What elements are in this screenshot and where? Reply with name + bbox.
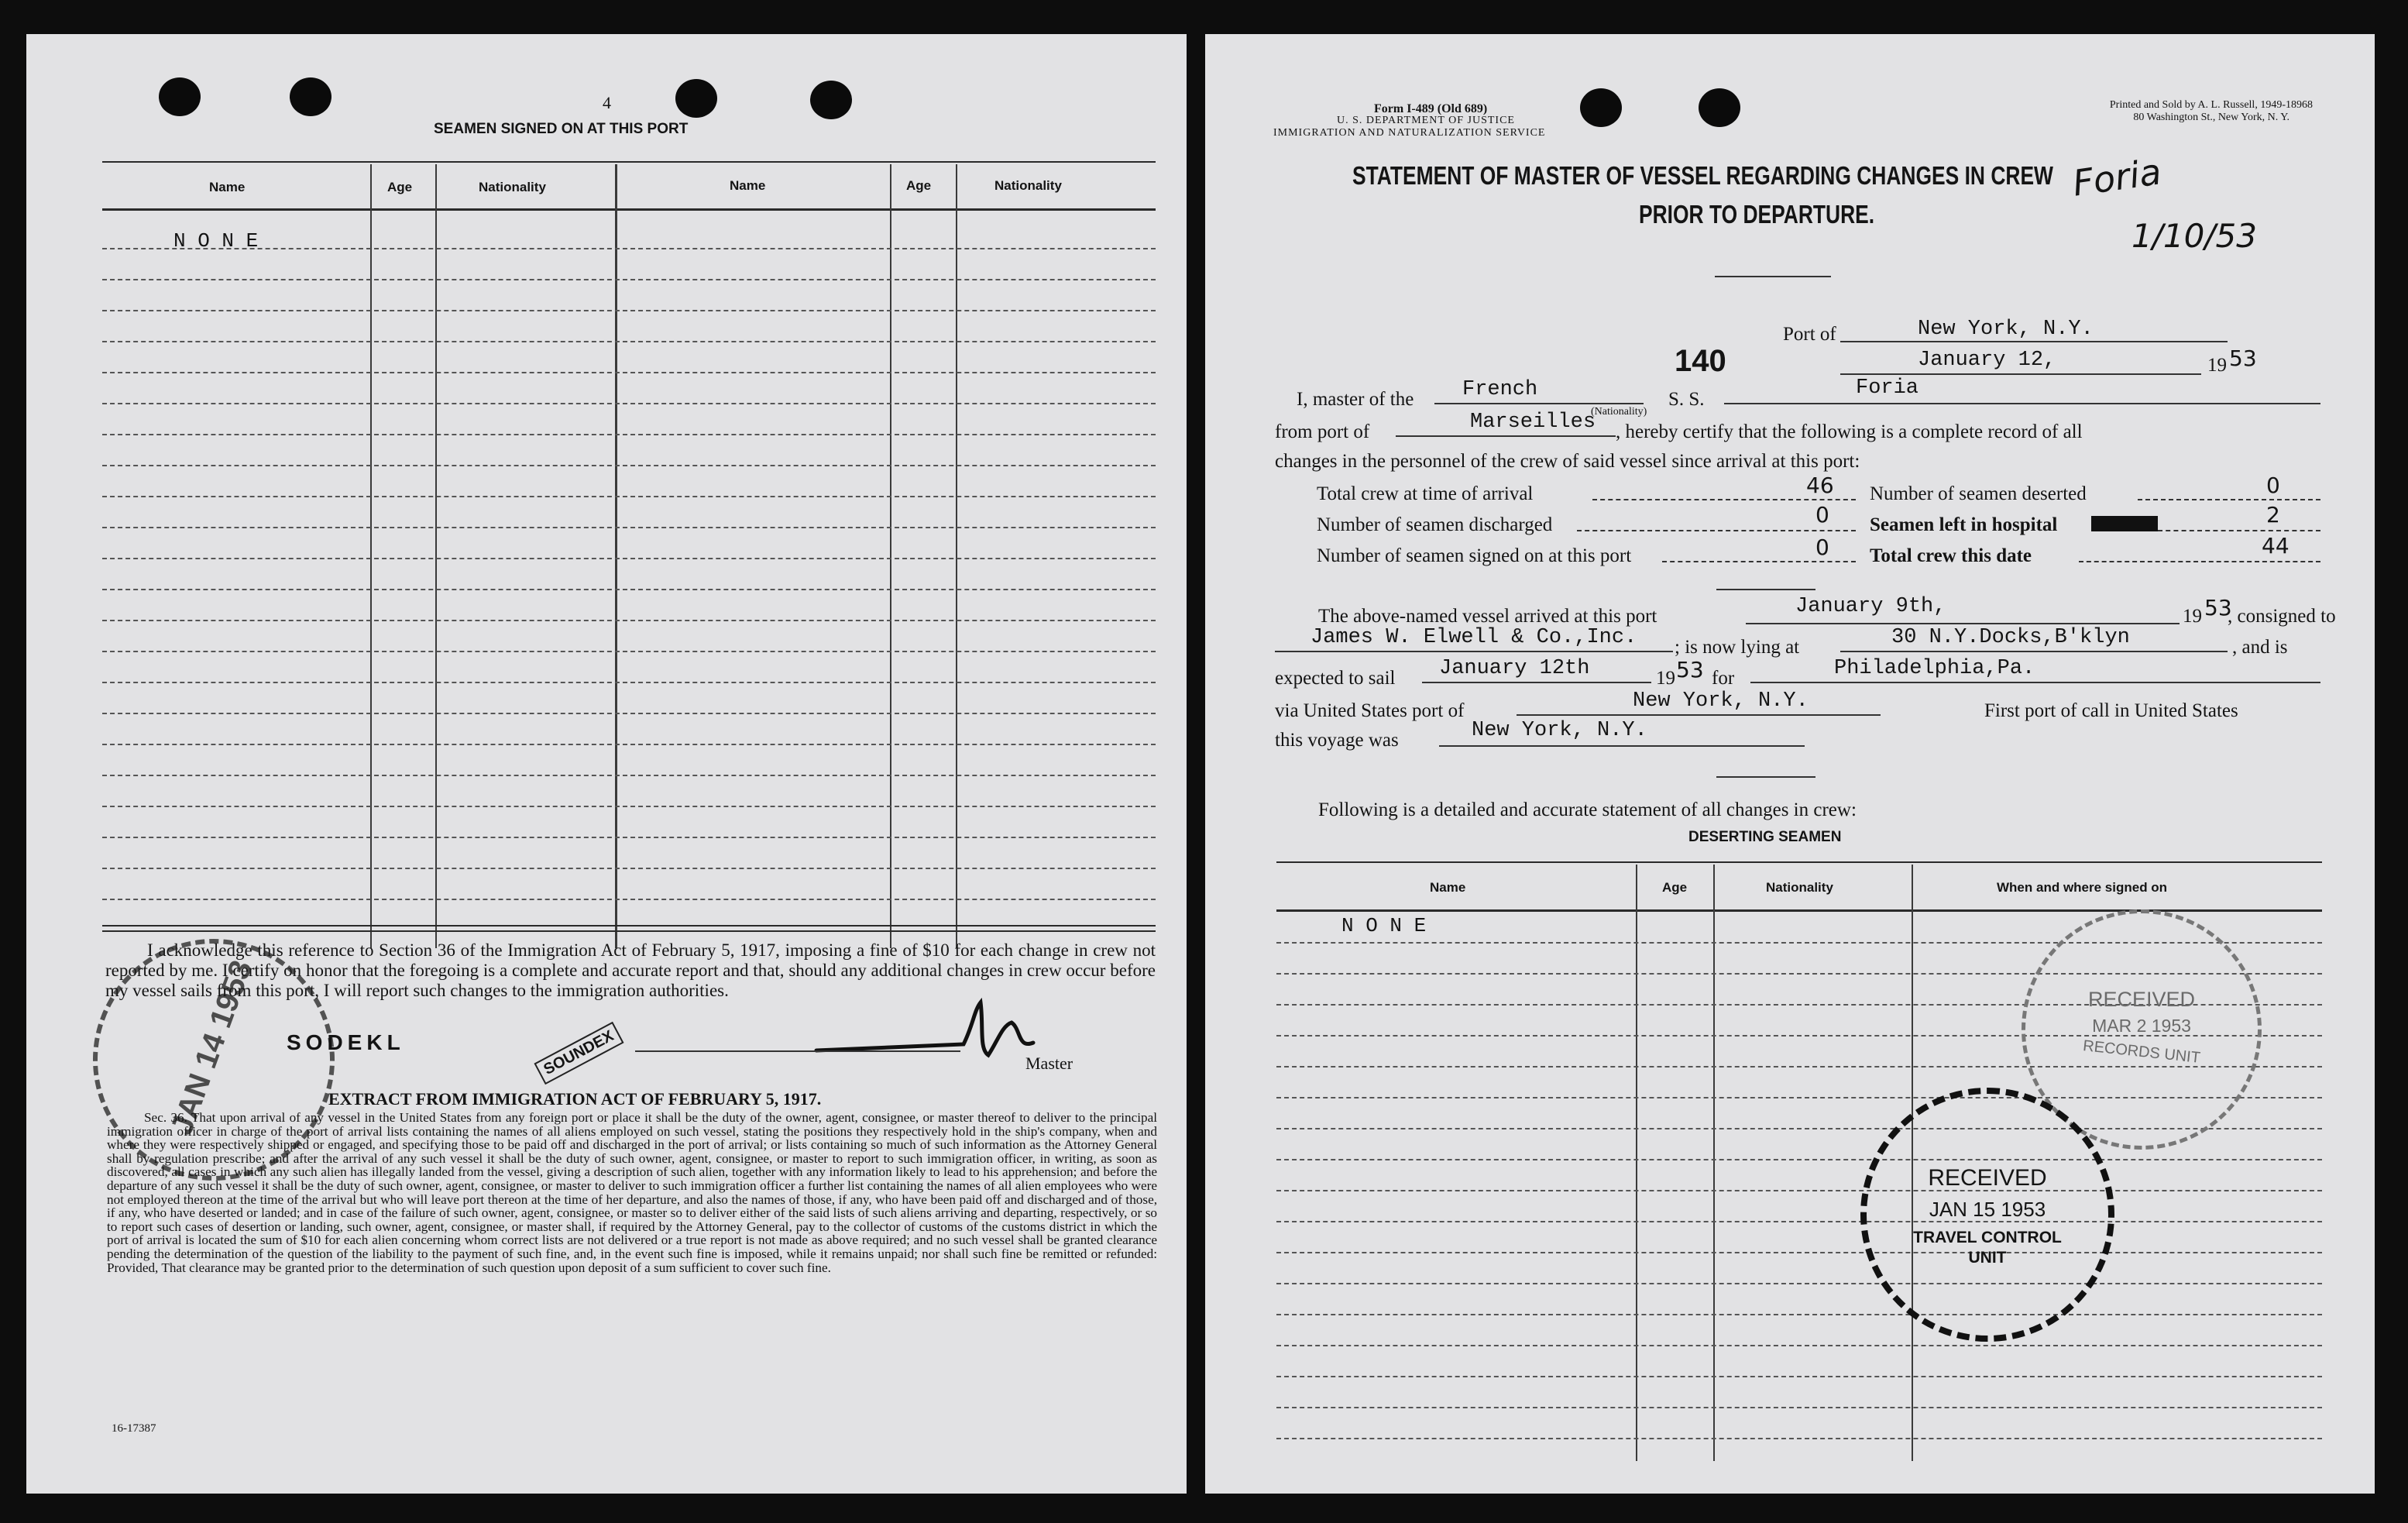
stat-label: Seamen left in hospital — [1870, 514, 2058, 535]
column-header: Age — [1662, 880, 1688, 895]
expected-label: expected to sail — [1275, 668, 1396, 689]
date-stamp: JAN 14 1953 — [59, 905, 369, 1215]
right-page — [1205, 34, 2375, 1494]
year-value: 53 — [2229, 346, 2257, 371]
printer-line-2: 80 Washington St., New York, N. Y. — [2133, 112, 2289, 123]
extract-text: Sec. 36. That upon arrival of any vessel in the United States from any foreign port or place it shall be the duty of the owner, agent, consignee, or master thereof to deliver to the principal immigration officer in charge of the port of arrival lists containing the names of all aliens employed on such vessel, stating the positions they respectively hold in the ship's company, when and where they were respectively shipped or engaged, and specifying those to be paid off and discharged in the port of arrival; or lists containing so much of such information as the Attorney General shall by regulation prescribe; and after the arrival of any such vessel it shall be the duty of such owner, agent, consignee, or master to report to such immigration officer, in writing, as soon as discovered, all cases in which any such alien has illegally landed from the vessel, giving a description of such alien, together with any information likely to lead to his apprehension; and before the departure of any such vessel it shall be the duty of such owner, agent, consignee, or master to deliver to such immigration officer a further list containing the names of all alien employees who were not employed thereon at the time of the arrival but who will leave port thereon at the time of her departure, and also the names of those, if any, who have been paid off and discharged and of those, if any, who have deserted or landed; and in case of the failure of such owner, agent, consignee, or master so to deliver either of the said lists of such aliens arriving and departing, respectively, or so to report such cases of desertion or landing, such owner, agent, consignee, or master shall, if required by the Attorney General, pay to the collector of customs of the customs district in which the port of arrival is located the sum of $10 for each alien concerning whom correct lists are not delivered or a true report is not made as above required; and no such vessel shall be granted clearance pending the determination of the question of the liability to the payment of such fine, and, in the event such fine is imposed, while it remains unpaid; nor shall such fine be remitted or refunded: Provided, That clearance may be granted prior to the determination of such question upon deposit of a sum sufficient to cover such fine. — [107, 1110, 1157, 1275]
voyage-label: this voyage was — [1275, 730, 1399, 751]
consigned-label: , consigned to — [2228, 606, 2336, 627]
stat-value: 44 — [2262, 533, 2289, 559]
stat-label: Number of seamen signed on at this port — [1317, 545, 1632, 566]
form-code: 16-17387 — [112, 1422, 156, 1435]
department: U. S. DEPARTMENT OF JUSTICE — [1337, 115, 1515, 126]
certify-text: , hereby certify that the following is a complete record of all — [1616, 421, 2083, 442]
soundex-code: SODEKL — [287, 1030, 405, 1054]
stat-label: Number of seamen deserted — [1870, 483, 2087, 504]
document-number: 140 — [1675, 344, 1726, 378]
extract-title: EXTRACT FROM IMMIGRATION ACT OF FEBRUARY 5, 1917. — [328, 1089, 822, 1109]
voyage-value: New York, N.Y. — [1472, 719, 1647, 742]
section-heading: SEAMEN SIGNED ON AT THIS PORT — [434, 121, 689, 137]
column-header: Nationality — [479, 180, 546, 194]
consignee: James W. Elwell & Co.,Inc. — [1310, 626, 1637, 649]
year-prefix: 19 — [2183, 606, 2202, 627]
redaction-mark — [2091, 516, 2158, 531]
punch-hole — [290, 77, 331, 116]
from-port-label: from port of — [1275, 421, 1370, 442]
stat-value: 46 — [1806, 473, 1834, 498]
from-port-value: Marseilles — [1470, 411, 1596, 434]
stat-label: Total crew this date — [1870, 545, 2032, 566]
left-page — [26, 34, 1187, 1494]
arrived-date: January 9th, — [1795, 595, 1946, 618]
handwritten-date: 1/10/53 — [2131, 217, 2257, 255]
stat-value: 0 — [2266, 473, 2280, 498]
expected-value: January 12th — [1439, 657, 1590, 680]
travel-control-stamp: RECEIVED JAN 15 1953 TRAVEL CONTROL UNIT — [1860, 1088, 2114, 1342]
port-of-label: Port of — [1783, 324, 1836, 345]
deserting-heading: DESERTING SEAMEN — [1688, 829, 1842, 845]
first-port-label: First port of call in United States — [1984, 700, 2238, 721]
master-signature — [809, 995, 1041, 1080]
document-title: STATEMENT OF MASTER OF VESSEL REGARDING CHANGES IN CREW — [1352, 161, 2053, 190]
acknowledgement-text: I acknowledge this reference to Section 36 of the Immigration Act of February 5, 1917, imposing a fine of $10 for each change in crew not reported by me. I certify on honor that the foregoing is a complete and accurate report and that, should any additional changes in crew occur before my vessel sails from this port, I will report such changes to the immigration authorities. — [105, 940, 1156, 1000]
column-header: Name — [1430, 880, 1466, 895]
column-header: Nationality — [1766, 880, 1833, 895]
nationality-value: French — [1462, 378, 1538, 401]
page-number: 4 — [603, 93, 611, 112]
punch-hole — [810, 81, 852, 119]
stat-value: 2 — [2266, 502, 2280, 528]
via-value: New York, N.Y. — [1633, 689, 1809, 713]
punch-hole — [675, 79, 717, 118]
column-header: Age — [906, 178, 932, 193]
via-label: via United States port of — [1275, 700, 1465, 721]
punch-hole — [1580, 88, 1622, 127]
port-of-value: New York, N.Y. — [1918, 318, 2094, 341]
stat-label: Total crew at time of arrival — [1317, 483, 1534, 504]
column-header: Name — [209, 180, 246, 194]
soundex-stamp: SOUNDEX — [534, 1022, 623, 1085]
column-header: Nationality — [994, 178, 1062, 193]
punch-hole — [159, 77, 201, 116]
column-header: Name — [730, 178, 766, 193]
arrived-label: The above-named vessel arrived at this port — [1318, 606, 1657, 627]
year-prefix: 19 — [1656, 668, 1675, 689]
expected-year: 53 — [1676, 657, 1704, 682]
stat-value: 0 — [1815, 502, 1829, 528]
stat-label: Number of seamen discharged — [1317, 514, 1553, 535]
ss-label: S. S. — [1668, 389, 1705, 410]
master-of-label: I, master of the — [1297, 389, 1414, 410]
for-label: for — [1712, 668, 1735, 689]
table-entry: N O N E — [1341, 914, 1427, 937]
master-label: Master — [1025, 1054, 1073, 1073]
and-is: , and is — [2232, 637, 2288, 658]
certify-text-2: changes in the personnel of the crew of said vessel since arrival at this port: — [1275, 451, 1860, 472]
stat-value: 0 — [1815, 535, 1829, 560]
document-title-2: PRIOR TO DEPARTURE. — [1639, 200, 1875, 229]
records-unit-stamp: RECEIVED MAR 2 1953 RECORDS UNIT — [2022, 909, 2262, 1150]
column-header: Age — [387, 180, 413, 194]
table-entry: N O N E — [173, 229, 259, 253]
form-number: Form I-489 (Old 689) — [1374, 102, 1488, 115]
punch-hole — [1699, 88, 1740, 127]
lying-label: ; is now lying at — [1675, 637, 1800, 658]
year-prefix: 19 — [2207, 355, 2227, 376]
arrived-year: 53 — [2204, 595, 2232, 621]
lying-value: 30 N.Y.Docks,B'klyn — [1891, 626, 2130, 649]
date-value: January 12, — [1918, 349, 2056, 372]
ship-name: Foria — [1856, 376, 1919, 400]
printer-line-1: Printed and Sold by A. L. Russell, 1949-18968 — [2109, 99, 2313, 111]
handwritten-vessel: Foria — [2070, 150, 2164, 205]
column-header: When and where signed on — [1997, 880, 2168, 895]
following-text: Following is a detailed and accurate statement of all changes in crew: — [1318, 799, 1857, 820]
service: IMMIGRATION AND NATURALIZATION SERVICE — [1273, 127, 1546, 139]
for-value: Philadelphia,Pa. — [1834, 657, 2035, 680]
nationality-caption: (Nationality) — [1591, 406, 1647, 418]
